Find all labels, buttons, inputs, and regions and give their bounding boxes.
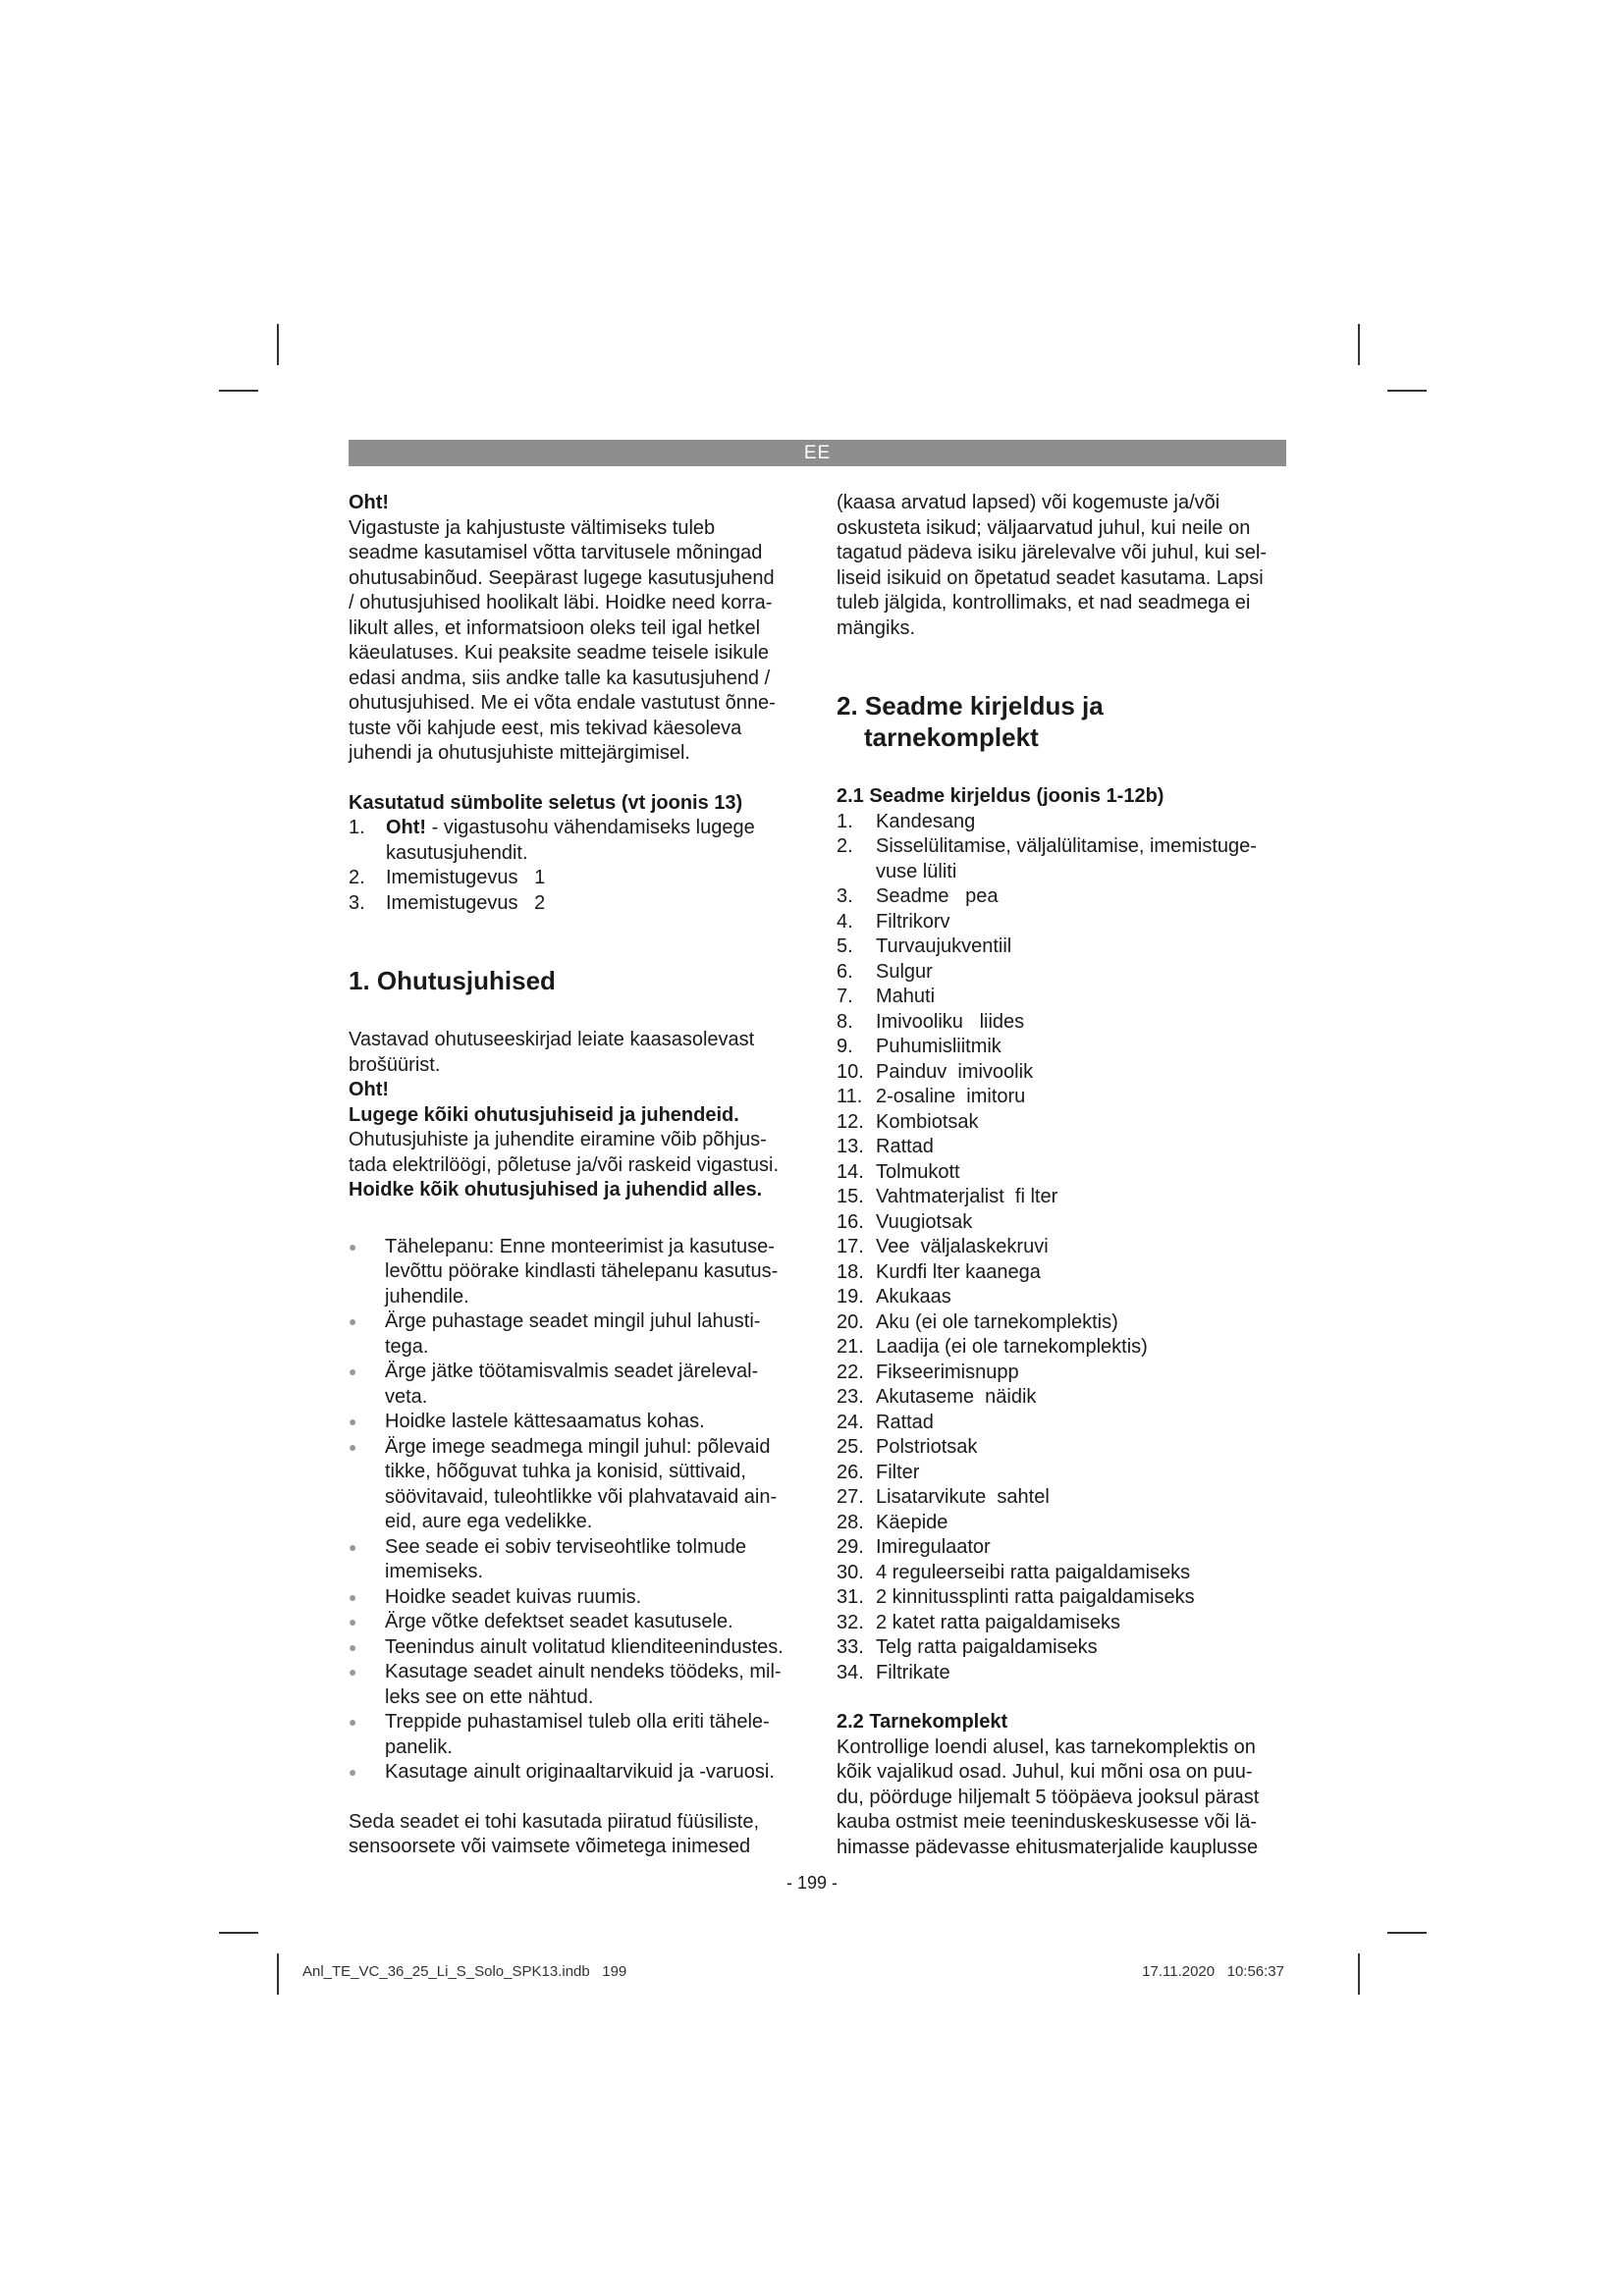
symbol-item [349, 816, 810, 866]
part-item [837, 985, 1286, 1010]
safety-bullet-list [349, 1235, 810, 1786]
part-label: Vee väljalaskekruvi [876, 1236, 1049, 1257]
part-label: Polstriotsak [876, 1436, 978, 1458]
crop-mark-top-left-h [219, 390, 258, 392]
bullet-text: Hoidke seadet kuivas ruumis. [385, 1585, 642, 1608]
safety-bullet-item [349, 1435, 810, 1535]
intro-line: seadme kasutamisel võtta tarvitusele mõningad [349, 542, 763, 563]
parts-list [837, 810, 1286, 1686]
part-label: Seadme pea [876, 885, 999, 907]
part-number: 3. [837, 885, 853, 907]
safety-bullet-item [349, 1309, 810, 1360]
safety-ref-line: brošüürist. [349, 1053, 441, 1076]
part-label: Akukaas [876, 1286, 951, 1308]
safety-ref-line: Vastavad ohutuseeskirjad leiate kaasasolevast [349, 1029, 755, 1050]
bullet-text: Treppide puhastamisel tuleb olla eriti tähele- panelik. [385, 1711, 770, 1758]
part-number: 12. [837, 1110, 864, 1133]
part-label: Mahuti [876, 986, 936, 1007]
part-label: Filtrikate [876, 1661, 950, 1683]
part-item [837, 1411, 1286, 1436]
bullet-dot-icon: ● [349, 1363, 357, 1379]
part-number: 20. [837, 1310, 864, 1333]
part-item [837, 1535, 1286, 1561]
crop-mark-top-right-v [1358, 324, 1360, 365]
part-number: 15. [837, 1186, 864, 1207]
part-label: 2-osaline imitoru [876, 1086, 1026, 1107]
part-number: 22. [837, 1361, 864, 1383]
symbols-heading: Kasutatud sümbolite seletus (vt joonis 13) [349, 791, 743, 814]
continuation-line: tuleb jälgida, kontrollimaks, et nad seadmega ei [837, 592, 1251, 614]
safety-bullet-item [349, 1410, 810, 1435]
symbol-text: Imemistugevus 2 [386, 891, 546, 914]
part-number: 10. [837, 1060, 864, 1083]
left-column [349, 491, 810, 1860]
part-number: 17. [837, 1236, 864, 1257]
part-label: Kombiotsak [876, 1110, 979, 1133]
part-number: 11. [837, 1086, 863, 1107]
part-label: Rattad [876, 1136, 934, 1157]
intro-paragraph [349, 516, 810, 767]
warning-title: Oht! [349, 492, 390, 513]
part-number: 31. [837, 1586, 864, 1608]
safety-bullet-item [349, 1710, 810, 1760]
part-number: 5. [837, 935, 853, 957]
intro-line: / ohutusjuhised hoolikalt läbi. Hoidke need korra- [349, 592, 773, 614]
part-number: 19. [837, 1286, 864, 1308]
bullet-text: Teenindus ainult volitatud klienditeenindustes. [385, 1635, 784, 1658]
part-label: Käepide [876, 1511, 948, 1533]
part-item [837, 1060, 1286, 1086]
part-label: Filtrikorv [876, 910, 950, 933]
intro-line: likult alles, et informatsioon oleks teil igal hetkel [349, 616, 761, 639]
part-item [837, 1435, 1286, 1461]
continuation-line: liseid isikuid on õpetatud seadet kasutama. Lapsi [837, 566, 1264, 589]
bullet-text: Tähelepanu: Enne monteerimist ja kasutuse- levõttu pöörake kindlasti tähelepanu kasutus- juhendile. [385, 1235, 779, 1308]
part-number: 1. [837, 810, 853, 832]
part-item [837, 1485, 1286, 1511]
part-label: 2 kinnitussplinti ratta paigaldamiseks [876, 1586, 1195, 1608]
bullet-text: See seade ei sobiv terviseohtlike tolmude imemiseks. [385, 1535, 746, 1582]
safety-bullet-item [349, 1610, 810, 1635]
intro-line: juhendi ja ohutusjuhiste mittejärgimisel. [349, 742, 690, 764]
right-column [837, 491, 1286, 1860]
part-label: Turvaujukventiil [876, 935, 1012, 957]
symbol-item [349, 891, 810, 917]
part-number: 33. [837, 1636, 864, 1658]
crop-mark-bottom-right-v [1358, 1953, 1360, 1995]
part-label: Lisatarvikute sahtel [876, 1486, 1050, 1508]
intro-line: ohutusabinõud. Seepärast lugege kasutusjuhend [349, 566, 775, 589]
symbol-bold: Oht! [386, 817, 427, 838]
keep-instructions: Hoidke kõik ohutusjuhised ja juhendid alles. [349, 1179, 763, 1201]
part-number: 25. [837, 1436, 864, 1458]
part-item [837, 1035, 1286, 1060]
delivery-line: du, pöörduge hiljemalt 5 tööpäeva jooksul pärast [837, 1786, 1260, 1808]
delivery-line: kõik vajalikud osad. Juhul, kui mõni osa on puu- [837, 1761, 1253, 1783]
part-item [837, 1635, 1286, 1661]
read-all-instructions: Lugege kõiki ohutusjuhiseid ja juhendeid. [349, 1103, 739, 1126]
bullet-text: Ärge jätke töötamisvalmis seadet järeleval- veta. [385, 1361, 759, 1408]
part-item [837, 1085, 1286, 1110]
continuation-line: oskusteta isikud; väljaarvatud juhul, kui neile on [837, 516, 1251, 539]
symbol-text: Imemistugevus 1 [386, 867, 546, 888]
part-number: 16. [837, 1210, 864, 1233]
crop-mark-bottom-left-h [219, 1932, 258, 1934]
part-number: 7. [837, 986, 853, 1007]
bullet-dot-icon: ● [349, 1638, 357, 1655]
part-number: 14. [837, 1160, 864, 1183]
part-item [837, 884, 1286, 910]
symbols-list [349, 816, 810, 916]
continuation-line: mängiks. [837, 616, 916, 639]
intro-line: käeulatuses. Kui peaksite seadme teisele isikule [349, 642, 770, 664]
footer-filename: Anl_TE_VC_36_25_Li_S_Solo_SPK13.indb 199 [302, 1963, 627, 1980]
part-item [837, 1210, 1286, 1236]
closing-line: sensoorsete või vaimsete võimetega inimesed [349, 1836, 751, 1857]
warning-title-2: Oht! [349, 1079, 390, 1100]
section-2-heading [837, 690, 1286, 753]
part-number: 4. [837, 910, 853, 933]
bullet-text: Hoidke lastele kättesaamatus kohas. [385, 1411, 705, 1432]
symbol-text: - vigastusohu vähendamiseks lugege kasutusjuhendit. [386, 817, 755, 864]
crop-mark-bottom-left-v [277, 1953, 279, 1995]
part-label: 4 reguleerseibi ratta paigaldamiseks [876, 1561, 1191, 1583]
delivery-line: Kontrollige loendi alusel, kas tarnekomplektis on [837, 1735, 1256, 1758]
part-number: 30. [837, 1561, 864, 1583]
part-item [837, 1260, 1286, 1286]
symbol-number: 1. [349, 817, 365, 838]
delivery-line: kauba ostmist meie teeninduskeskusesse või lä- [837, 1811, 1257, 1833]
part-item [837, 960, 1286, 986]
part-label: Laadija (ei ole tarnekomplektis) [876, 1336, 1148, 1358]
section-2-heading-line1: 2. Seadme kirjeldus ja [837, 691, 1104, 721]
part-number: 29. [837, 1536, 864, 1558]
part-item [837, 1335, 1286, 1361]
part-number: 2. [837, 835, 853, 857]
part-item [837, 1110, 1286, 1136]
subsection-2-1-heading: 2.1 Seadme kirjeldus (joonis 1-12b) [837, 785, 1164, 807]
bullet-text: Kasutage ainult originaaltarvikuid ja -varuosi. [385, 1761, 775, 1783]
bullet-dot-icon: ● [349, 1238, 357, 1255]
part-item [837, 1160, 1286, 1186]
safety-bullet-item [349, 1760, 810, 1786]
safety-bullet-item [349, 1635, 810, 1661]
section-1-heading: 1. Ohutusjuhised [349, 966, 556, 995]
part-item [837, 1461, 1286, 1486]
part-label: Telg ratta paigaldamiseks [876, 1636, 1098, 1658]
language-header-bar: EE [349, 440, 1286, 466]
bullet-dot-icon: ● [349, 1588, 357, 1605]
part-number: 8. [837, 1010, 853, 1033]
part-label: Filter [876, 1461, 920, 1483]
part-item [837, 1361, 1286, 1386]
part-item [837, 934, 1286, 960]
part-label: Puhumisliitmik [876, 1036, 1001, 1057]
crop-mark-top-left-v [277, 324, 279, 365]
part-label: Tolmukott [876, 1160, 960, 1183]
part-number: 24. [837, 1411, 864, 1433]
part-number: 21. [837, 1336, 864, 1358]
part-item [837, 1561, 1286, 1586]
part-number: 13. [837, 1136, 864, 1157]
bullet-text: Ärge puhastage seadet mingil juhul lahusti- tega. [385, 1310, 761, 1358]
part-item [837, 1611, 1286, 1636]
bullet-dot-icon: ● [349, 1764, 357, 1780]
part-item [837, 1310, 1286, 1336]
bullet-dot-icon: ● [349, 1614, 357, 1629]
part-item [837, 810, 1286, 835]
safety-bullet-item [349, 1535, 810, 1585]
symbol-number: 3. [349, 891, 365, 914]
part-number: 32. [837, 1611, 864, 1633]
part-label: Vahtmaterjalist fi lter [876, 1186, 1058, 1207]
part-number: 34. [837, 1661, 864, 1683]
part-item [837, 910, 1286, 935]
part-label: Fikseerimisnupp [876, 1361, 1019, 1383]
part-item [837, 1285, 1286, 1310]
page-number: - 199 - [785, 1873, 839, 1893]
symbol-item [349, 866, 810, 891]
symbol-number: 2. [349, 867, 365, 888]
bullet-dot-icon: ● [349, 1414, 357, 1429]
part-label: Akutaseme näidik [876, 1386, 1037, 1408]
safety-bullet-item [349, 1585, 810, 1611]
part-label: Aku (ei ole tarnekomplektis) [876, 1310, 1118, 1333]
delivery-line: himasse pädevasse ehitusmaterjalide kauplusse [837, 1836, 1259, 1858]
part-item [837, 1385, 1286, 1411]
part-item [837, 834, 1286, 884]
part-label: Painduv imivoolik [876, 1060, 1034, 1083]
safety-bullet-item [349, 1360, 810, 1410]
part-number: 26. [837, 1461, 864, 1483]
part-item [837, 1135, 1286, 1160]
part-number: 6. [837, 960, 853, 983]
part-number: 28. [837, 1511, 864, 1533]
bullet-dot-icon: ● [349, 1664, 357, 1680]
part-label: Vuugiotsak [876, 1210, 973, 1233]
part-label: Sulgur [876, 960, 933, 983]
part-number: 18. [837, 1260, 864, 1283]
intro-line: Vigastuste ja kahjustuste vältimiseks tuleb [349, 516, 716, 539]
bullet-dot-icon: ● [349, 1313, 357, 1329]
bullet-dot-icon: ● [349, 1714, 357, 1730]
part-label: Kandesang [876, 810, 976, 832]
part-label: Sisselülitamise, väljalülitamise, imemistuge- vuse lüliti [876, 835, 1257, 882]
part-item [837, 1010, 1286, 1036]
subsection-2-2-heading: 2.2 Tarnekomplekt [837, 1711, 1008, 1733]
part-number: 23. [837, 1386, 864, 1408]
part-item [837, 1661, 1286, 1686]
consequence-line: Ohutusjuhiste ja juhendite eiramine võib põhjus- [349, 1129, 767, 1150]
closing-line: Seda seadet ei tohi kasutada piiratud füüsiliste, [349, 1810, 760, 1833]
intro-line: ohutusjuhised. Me ei võta endale vastutust õnne- [349, 692, 776, 714]
bullet-text: Ärge võtke defektset seadet kasutusele. [385, 1611, 733, 1632]
bullet-text: Kasutage seadet ainult nendeks töödeks, mil- leks see on ette nähtud. [385, 1661, 782, 1708]
footer-datetime: 17.11.2020 10:56:37 [1142, 1963, 1284, 1980]
part-item [837, 1235, 1286, 1260]
part-item [837, 1585, 1286, 1611]
part-label: Imivooliku liides [876, 1010, 1025, 1033]
part-label: 2 katet ratta paigaldamiseks [876, 1611, 1121, 1633]
bullet-dot-icon: ● [349, 1538, 357, 1555]
part-number: 9. [837, 1036, 853, 1057]
part-label: Imiregulaator [876, 1536, 991, 1558]
continuation-line: (kaasa arvatud lapsed) või kogemuste ja/või [837, 492, 1220, 513]
crop-mark-top-right-h [1387, 390, 1427, 392]
consequence-line: tada elektrilöögi, põletuse ja/või raskeid vigastusi. [349, 1153, 780, 1176]
intro-line: edasi andma, siis andke talle ka kasutusjuhend / [349, 667, 771, 689]
bullet-text: Ärge imege seadmega mingil juhul: põlevaid tikke, hõõguvat tuhka ja konisid, süttivaid, söövitavaid, tuleohtlikke või plahvatavaid ain- eid, aure ega vedelikke. [385, 1435, 778, 1532]
part-label: Kurdfi lter kaanega [876, 1260, 1041, 1283]
part-item [837, 1185, 1286, 1210]
bullet-dot-icon: ● [349, 1438, 357, 1455]
part-item [837, 1511, 1286, 1536]
safety-bullet-item [349, 1235, 810, 1310]
part-number: 27. [837, 1486, 864, 1508]
continuation-line: tagatud pädeva isiku järelevalve või juhul, kui sel- [837, 542, 1268, 563]
section-2-heading-line2: tarnekomplekt [864, 722, 1039, 752]
intro-line: tuste või kahjude eest, mis tekivad käesoleva [349, 717, 742, 739]
safety-bullet-item [349, 1660, 810, 1710]
part-label: Rattad [876, 1411, 934, 1433]
crop-mark-bottom-right-h [1387, 1932, 1427, 1934]
